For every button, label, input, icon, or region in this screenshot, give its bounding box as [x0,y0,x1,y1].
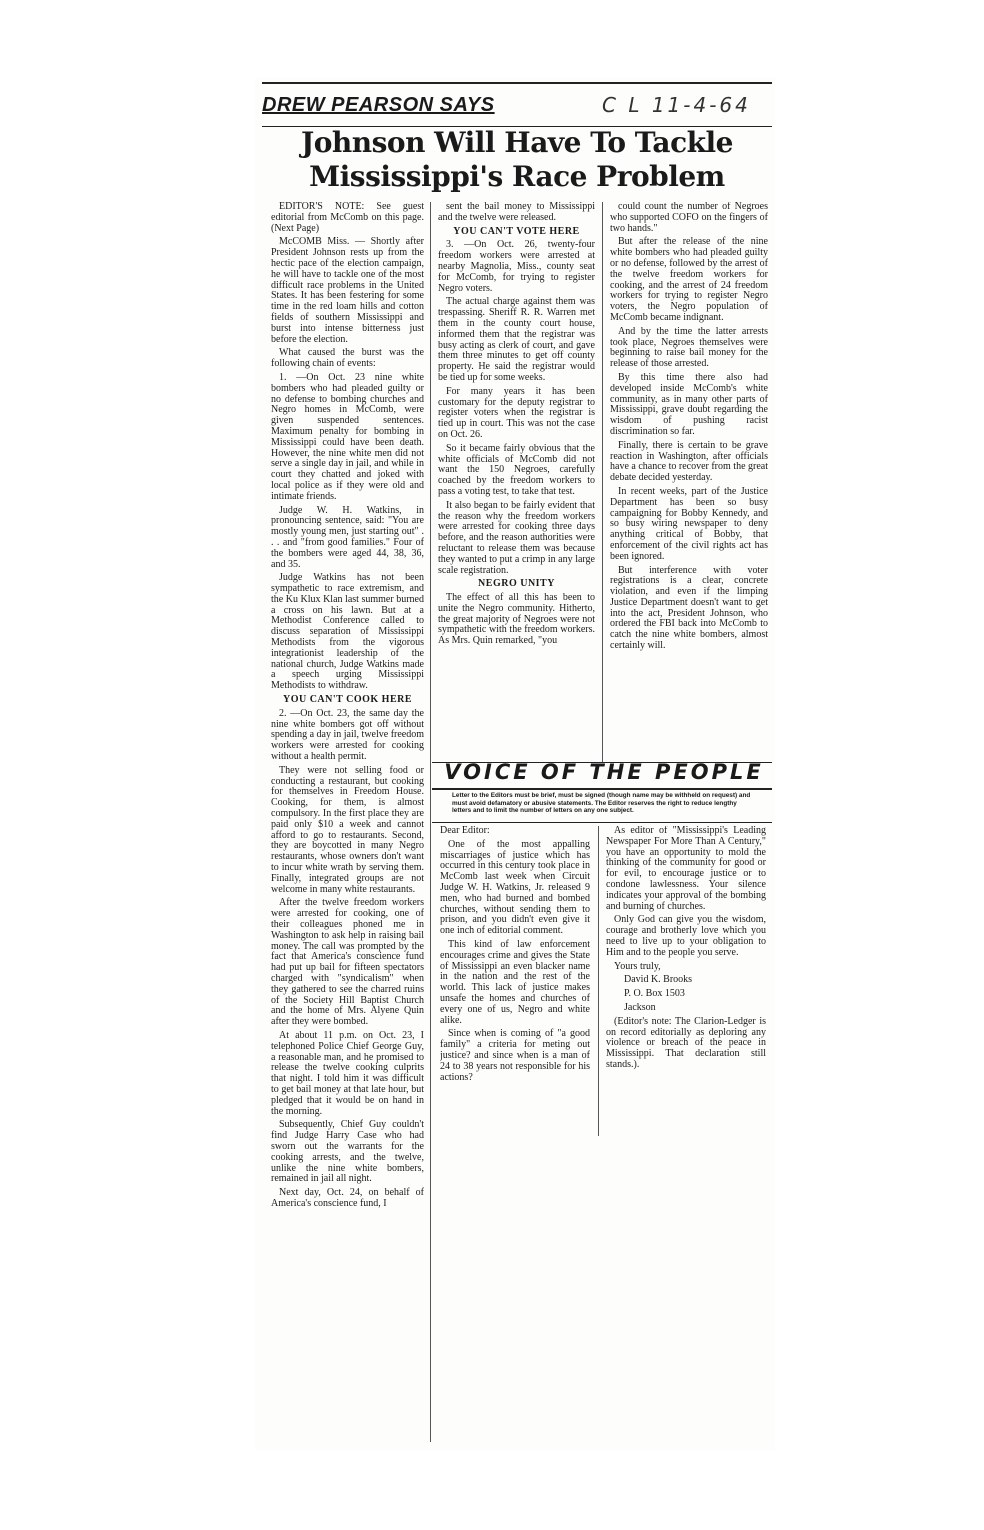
article-column-2 [438,202,595,762]
paragraph: Judge W. H. Watkins, in pronouncing sentence, said: "You are mostly young men, just starting out" . . . and "from good families." Four of the bombers were aged 44, 38, 36, and 35. [271,504,424,570]
voice-note-rule [432,822,772,823]
paragraph: As editor of "Mississippi's Leading Newspaper For More Than A Century," you have an opportunity to mold the thinking of the community for good or for evil, to encourage justice or to condone lawlessness. Your silence indicates your approval of the bombing and burning of churches. [606,826,766,912]
paragraph: Judge Watkins has not been sympathetic to race extremism, and the Ku Klux Klan last summer burned a cross on his lawn. But at a Methodist Conference called to discuss separation of Mississippi Methodists from the vigorous integrationist leadership of the national church, Judge Watkins made a speech urging Mississippi Methodists to withdraw. [271,572,424,692]
paragraph: McCOMB Miss. — Shortly after President Johnson rests up from the hectic pace of the election campaign, he will have to tackle one of the most difficult race problems in the United States. It has been festering for some time in the red loam hills and cotton fields of southern Mississippi and burst into intense bitterness just before the election. [271,236,424,345]
paragraph: Subsequently, Chief Guy couldn't find Judge Harry Case who had sworn out the warrants for the cooking arrests, and the twelve, unlike the nine white bombers, remained in jail all night. [271,1119,424,1185]
paragraph: The actual charge against them was trespassing. Sheriff R. R. Warren met them in the county court house, informed them that the registrar was busy acting as clerk of court, and gave them three minutes to get off county property. He said the registrar would be tied up for some weeks. [438,296,595,383]
paragraph: It also began to be fairly evident that the reason why the freedom workers were arrested for cooking three days before, and the reason authorities were reluctant to release them was because they wanted to put a crimp in any large scale registration. [438,499,595,576]
headline-line-1: Johnson Will Have To Tackle [301,126,733,159]
paragraph: EDITOR'S NOTE: See guest editorial from McComb on this page. (Next Page) [271,202,424,234]
subhead: NEGRO UNITY [478,578,555,590]
paragraph: This kind of law enforcement encourages crime and gives the State of Mississippi an even blacker name in the nation and the rest of the world. This lack of justice makes unsafe the homes and churches of every one of us, Negro and white alike. [440,938,590,1026]
handwritten-date-note: C L 11-4-64 [602,93,751,117]
paragraph: And by the time the latter arrests took place, Negroes themselves were beginning to raise bail money for the release of those arrested. [610,325,768,370]
paragraph: Finally, there is certain to be grave reaction in Washington, after officials have a chance to recover from the great debate decided yesterday. [610,439,768,484]
paragraph: Since when is coming of "a good family" a criteria for meting out justice? and since when is a man of 24 to 38 years not responsible for his actions? [440,1028,590,1083]
paragraph: could count the number of Negroes who supported COFO on the fingers of two hands." [610,202,768,234]
paragraph: 3. —On Oct. 26, twenty-four freedom workers were arrested at nearby Magnolia, Miss., county seat for McComb, for trying to register Negro voters. [438,239,595,294]
article-column-1 [271,202,424,1442]
paragraph: sent the bail money to Mississippi and the twelve were released. [438,202,595,223]
paragraph: They were not selling food or conducting a restaurant, but cooking for themselves in Freedom House. Cooking, for them, is almost compulsory. In the first place they are paid only $10 a week and cannot afford to go to restaurants. Second, they are boycotted in many Negro restaurants, whose owners don't want to incur white wrath by serving them. Finally, integrated groups are not welcome in many white restaurants. [271,764,424,895]
article-column-3 [610,202,768,762]
top-rule [262,82,772,84]
column-divider [598,826,599,1136]
headline-line-2: Mississippi's Race Problem [309,160,725,193]
paragraph: At about 11 p.m. on Oct. 23, I telephoned Police Chief George Guy, a reasonable man, and he promised to release the twelve cooking culprits that night. I told him it was difficult to get bail money at that late hour, but pledged that it would be on hand in the morning. [271,1029,424,1117]
paragraph: In recent weeks, part of the Justice Department has been so busy campaigning for Bobby Kennedy, and so busy wiring newspaper to deny anything critical of Bobby, that enforcement of the civil rights act has been ignored. [610,485,768,562]
paragraph: For many years it has been customary for the deputy registrar to register voters when the registrar is tied up in court. This was not the case on Oct. 26. [438,385,595,440]
paragraph: The effect of all this has been to unite the Negro community. Hitherto, the great majority of Negroes were not sympathetic with the freedom workers. As Mrs. Quin remarked, "you [438,592,595,647]
letters-policy-note: Letter to the Editors must be brief, must be signed (though name may be withheld on request) and must avoid defamatory or abusive statements. The Editor reserves the right to reduce lengthy letters and to limit the number of letters on any one subject. [452,792,751,815]
paragraph: Only God can give you the wisdom, courage and brotherly love which you need to live up to your obligation to Him and to the people you serve. [606,914,766,958]
paragraph: But interference with voter registrations is a clear, concrete violation, and even if the limping Justice Department doesn't want to get into the act, President Johnson, who ordered the FBI back into McComb to catch the nine white bombers, almost certainly will. [610,564,768,652]
paragraph: 2. —On Oct. 23, the same day the nine white bombers got off without spending a day in jail, twelve freedom workers were arrested for cooking without a health permit. [271,707,424,763]
paragraph: After the twelve freedom workers were arrested for cooking, one of their colleagues phoned me in Washington to ask help in raising bail money. The call was prompted by the fact that America's conscience fund had put up bail for fifteen spectators charged with "syndicalism" when they gathered to see the charred ruins of the Society Hill Baptist Church and the home of Mrs. Alyene Quin after they were bombed. [271,897,424,1028]
paragraph: (Editor's note: The Clarion-Ledger is on record editorially as deploring any violence or breach of the peace in Mississippi. That declaration still stands.). [606,1015,766,1070]
paragraph: So it became fairly obvious that the white officials of McComb did not want the 150 Negroes, carefully coached by the freedom workers to pass a voting test, to take that test. [438,442,595,497]
column-divider [430,202,431,1442]
column-divider [602,202,603,762]
signature-line: David K. Brooks [624,974,693,986]
signature-line: Jackson [624,1001,656,1013]
subhead: YOU CAN'T VOTE HERE [453,225,580,237]
letter-column-left [440,826,590,1136]
voice-title-rule [432,788,772,790]
salutation: Dear Editor: [440,826,490,836]
voice-of-the-people-title: VOICE OF THE PEOPLE [444,760,764,784]
signature-line: P. O. Box 1503 [624,988,685,1000]
paragraph: By this time there also had developed inside McComb's white community, as in many other parts of Mississippi, grave doubt regarding the wisdom of pushing racist discrimination so far. [610,371,768,437]
letter-column-right [606,826,766,1136]
paragraph: One of the most appalling miscarriages of justice which has occurred in this century took place in McComb last week when Circuit Judge W. H. Watkins, Jr. released 9 men, who had burned and bombed churches, without sending them to prison, and you didn't even give it one inch of editorial comment. [440,838,590,937]
headline [262,126,772,194]
paragraph: What caused the burst was the following chain of events: [271,347,424,370]
paragraph: Yours truly, [614,960,661,972]
paragraph: But after the release of the nine white bombers who had pleaded guilty or no defense, followed by the arrest of the twelve freedom workers for cooking, and the arrest of 24 freedom workers for trying to register Negro voters, the Negro population of McComb became indignant. [610,236,768,323]
column-head: DREW PEARSON SAYS [262,94,495,116]
paragraph: Next day, Oct. 24, on behalf of America's conscience fund, I [271,1187,424,1209]
subhead: YOU CAN'T COOK HERE [282,694,413,706]
paragraph: 1. —On Oct. 23 nine white bombers who had pleaded guilty or no defense to bombing churches and Negro homes in McComb, were given suspended sentences. Maximum penalty for bombing in Mississippi could have been death. However, the nine white men did not serve a single day in jail, and while in court they chatted and joked with local police as if they were old and intimate friends. [271,371,424,502]
